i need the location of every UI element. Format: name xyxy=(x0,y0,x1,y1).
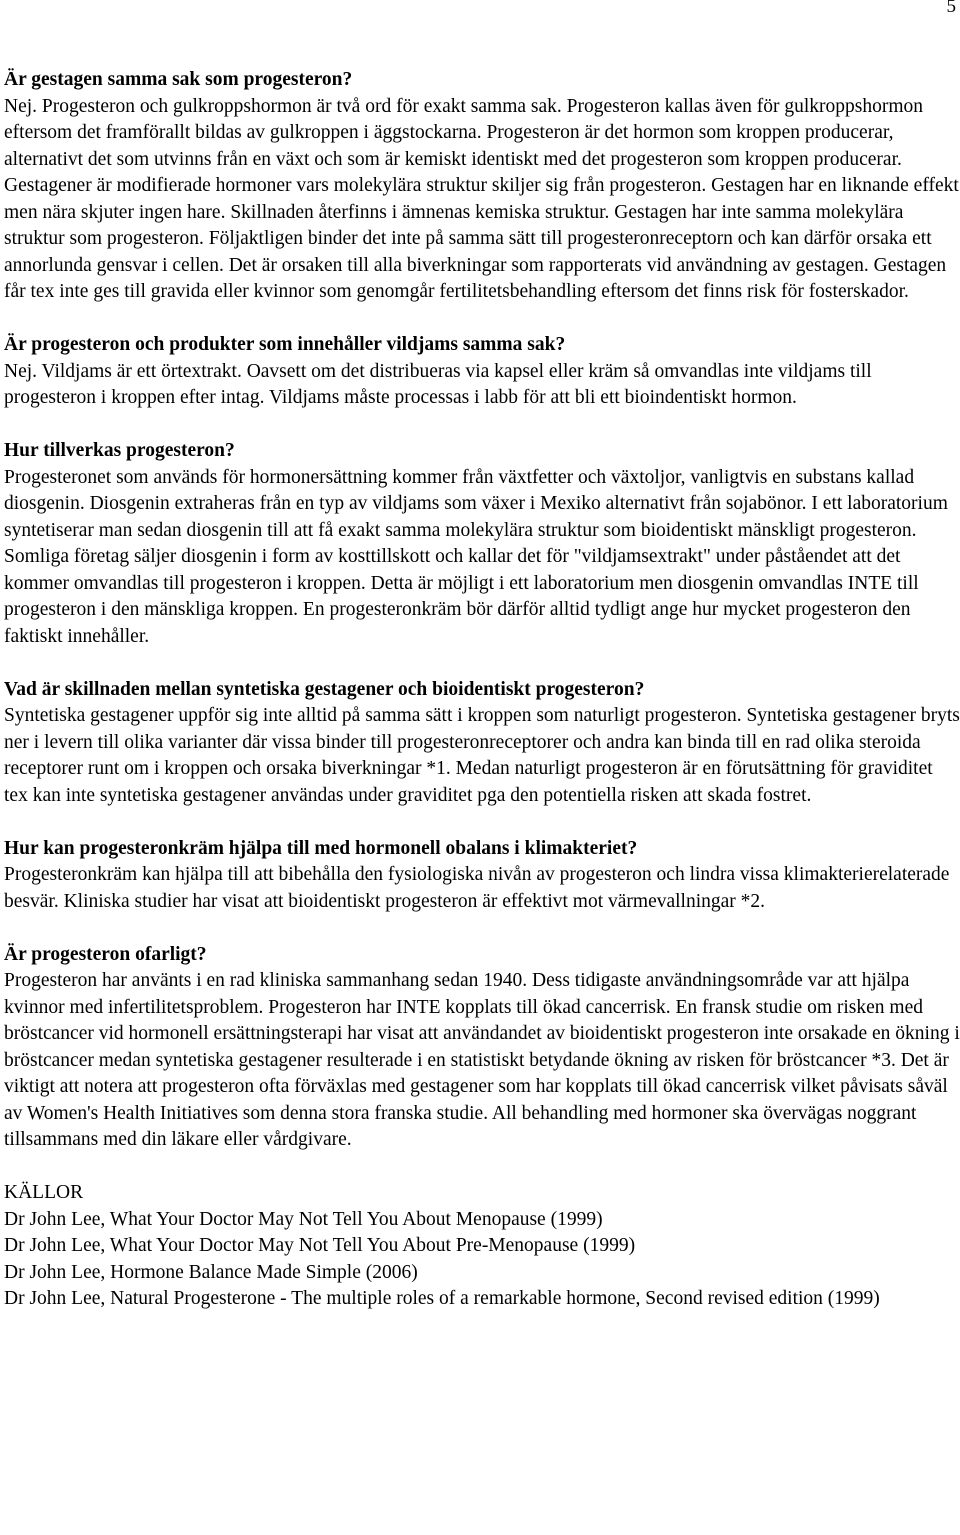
section-paragraph: Gestagener är modifierade hormoner vars molekylära struktur skiljer sig från progesteron. Gestagen har en liknande effekt men nära skjuter ingen hare. Skillnaden återfinns i ämnenas kemiska struktur. Gestagen har inte samma molekylära struktur som progesteron. Följaktligen binder det inte på samma sätt till progesteronreceptorn och kan därför orsaka ett annorlunda gensvar i cellen. Det är orsaken till alla biverkningar som rapporterats vid användning av gestagen. Gestagen får tex inte ges till gravida eller kvinnor som genomgår fertilitetsbehandling eftersom det finns risk för fosterskador. xyxy=(4,175,959,302)
section-skillnad xyxy=(4,677,960,810)
source-item: Dr John Lee, What Your Doctor May Not Tell You About Menopause (1999) xyxy=(4,1208,603,1230)
section-heading: Är gestagen samma sak som progesteron? xyxy=(4,69,353,90)
sources-title: KÄLLOR xyxy=(4,1182,84,1203)
section-paragraph: Syntetiska gestagener uppför sig inte alltid på samma sätt i kroppen som naturligt progesteron. Syntetiska gestagener bryts ner i levern till olika varianter där vissa binder till progesteronreceptorer och andra kan binda till en rad olika steroida receptorer runt om i kroppen och orsaka biverkningar *1. Medan naturligt progesteron är en förutsättning för graviditet tex kan inte syntetiska gestagener användas under graviditet pga den potentiella risken att skada fostret. xyxy=(4,705,960,806)
section-ofarligt xyxy=(4,942,960,1154)
section-paragraph: Nej. Progesteron och gulkroppshormon är två ord för exakt samma sak. Progesteron kallas även för gulkroppshormon eftersom det framförallt bildas av gulkroppen i äggstockarna. Progesteron är det hormon som kroppen producerar, alternativt det som utvinns från en växt och som är kemiskt identiskt med det progesteron som kroppen producerar. xyxy=(4,95,923,170)
section-vildjams xyxy=(4,332,960,412)
section-heading: Är progesteron och produkter som innehåller vildjams samma sak? xyxy=(4,334,566,355)
section-tillverkning xyxy=(4,438,960,650)
section-heading: Är progesteron ofarligt? xyxy=(4,943,207,965)
source-item: Dr John Lee, Natural Progesterone - The multiple roles of a remarkable hormone, Second revised edition (1999) xyxy=(4,1288,880,1309)
section-paragraph: Progesteronkräm kan hjälpa till att bibehålla den fysiologiska nivån av progesteron och lindra vissa klimakterierelaterade besvär. Kliniska studier har visat att bioidentiskt progesteron är effektivt mot värmevallningar *2. xyxy=(4,864,950,912)
section-heading: Hur tillverkas progesteron? xyxy=(4,440,235,461)
section-heading: Hur kan progesteronkräm hjälpa till med hormonell obalans i klimakteriet? xyxy=(4,837,638,859)
section-klimakteriet xyxy=(4,836,960,916)
document-body xyxy=(4,67,960,1313)
section-heading: Vad är skillnaden mellan syntetiska gestagener och bioidentiskt progesteron? xyxy=(4,678,645,700)
source-item: Dr John Lee, What Your Doctor May Not Tell You About Pre-Menopause (1999) xyxy=(4,1235,636,1256)
section-paragraph: Progesteron har använts i en rad kliniska sammanhang sedan 1940. Dess tidigaste användningsområde var att hjälpa kvinnor med infertilitetsproblem. Progesteron har INTE kopplats till ökad cancerrisk. En fransk studie om risken med bröstcancer vid hormonell ersättningsterapi har visat att användandet av bioidentiskt progesteron inte orsakade en ökning i bröstcancer medan syntetiska gestagener resulterade i en statistiskt betydande ökning av risken för bröstcancer *3. Det är viktigt att notera att progesteron ofta förväxlas med gestagener som har kopplats till ökad cancerrisk vilket påvisats såväl av Women's Health Initiatives som denna stora franska studie. All behandling med hormoner ska övervägas noggrant tillsammans med din läkare eller vårdgivare. xyxy=(4,970,960,1150)
section-paragraph: Progesteronet som används för hormonersättning kommer från växtfetter och växtoljor, vanligtvis en substans kallad diosgenin. Diosgenin extraheras från en typ av vildjams som växer i Mexiko alternativt från sojabönor. I ett laboratorium syntetiserar man sedan diosgenin till att få exakt samma molekylära struktur som bioidentiskt mänskligt progesteron. Somliga företag säljer diosgenin i form av kosttillskott och kallar det för "vildjamsextrakt" under påståendet att det kommer omvandlas till progesteron i kroppen. Detta är möjligt i ett laboratorium men diosgenin omvandlas INTE till progesteron i den mänskliga kroppen. En progesteronkräm bör därför alltid tydligt ange hur mycket progesteron den faktiskt innehåller. xyxy=(4,466,948,647)
sources xyxy=(4,1180,960,1313)
page-number: 5 xyxy=(946,0,956,17)
section-paragraph: Nej. Vildjams är ett örtextrakt. Oavsett om det distribueras via kapsel eller kräm så omvandlas inte vildjams till progesteron i kroppen efter intag. Vildjams måste processas i labb för att bli ett bioindentiskt hormon. xyxy=(4,360,872,408)
source-item: Dr John Lee, Hormone Balance Made Simple (2006) xyxy=(4,1261,418,1283)
section-gestagen-vs-progesteron xyxy=(4,67,960,306)
